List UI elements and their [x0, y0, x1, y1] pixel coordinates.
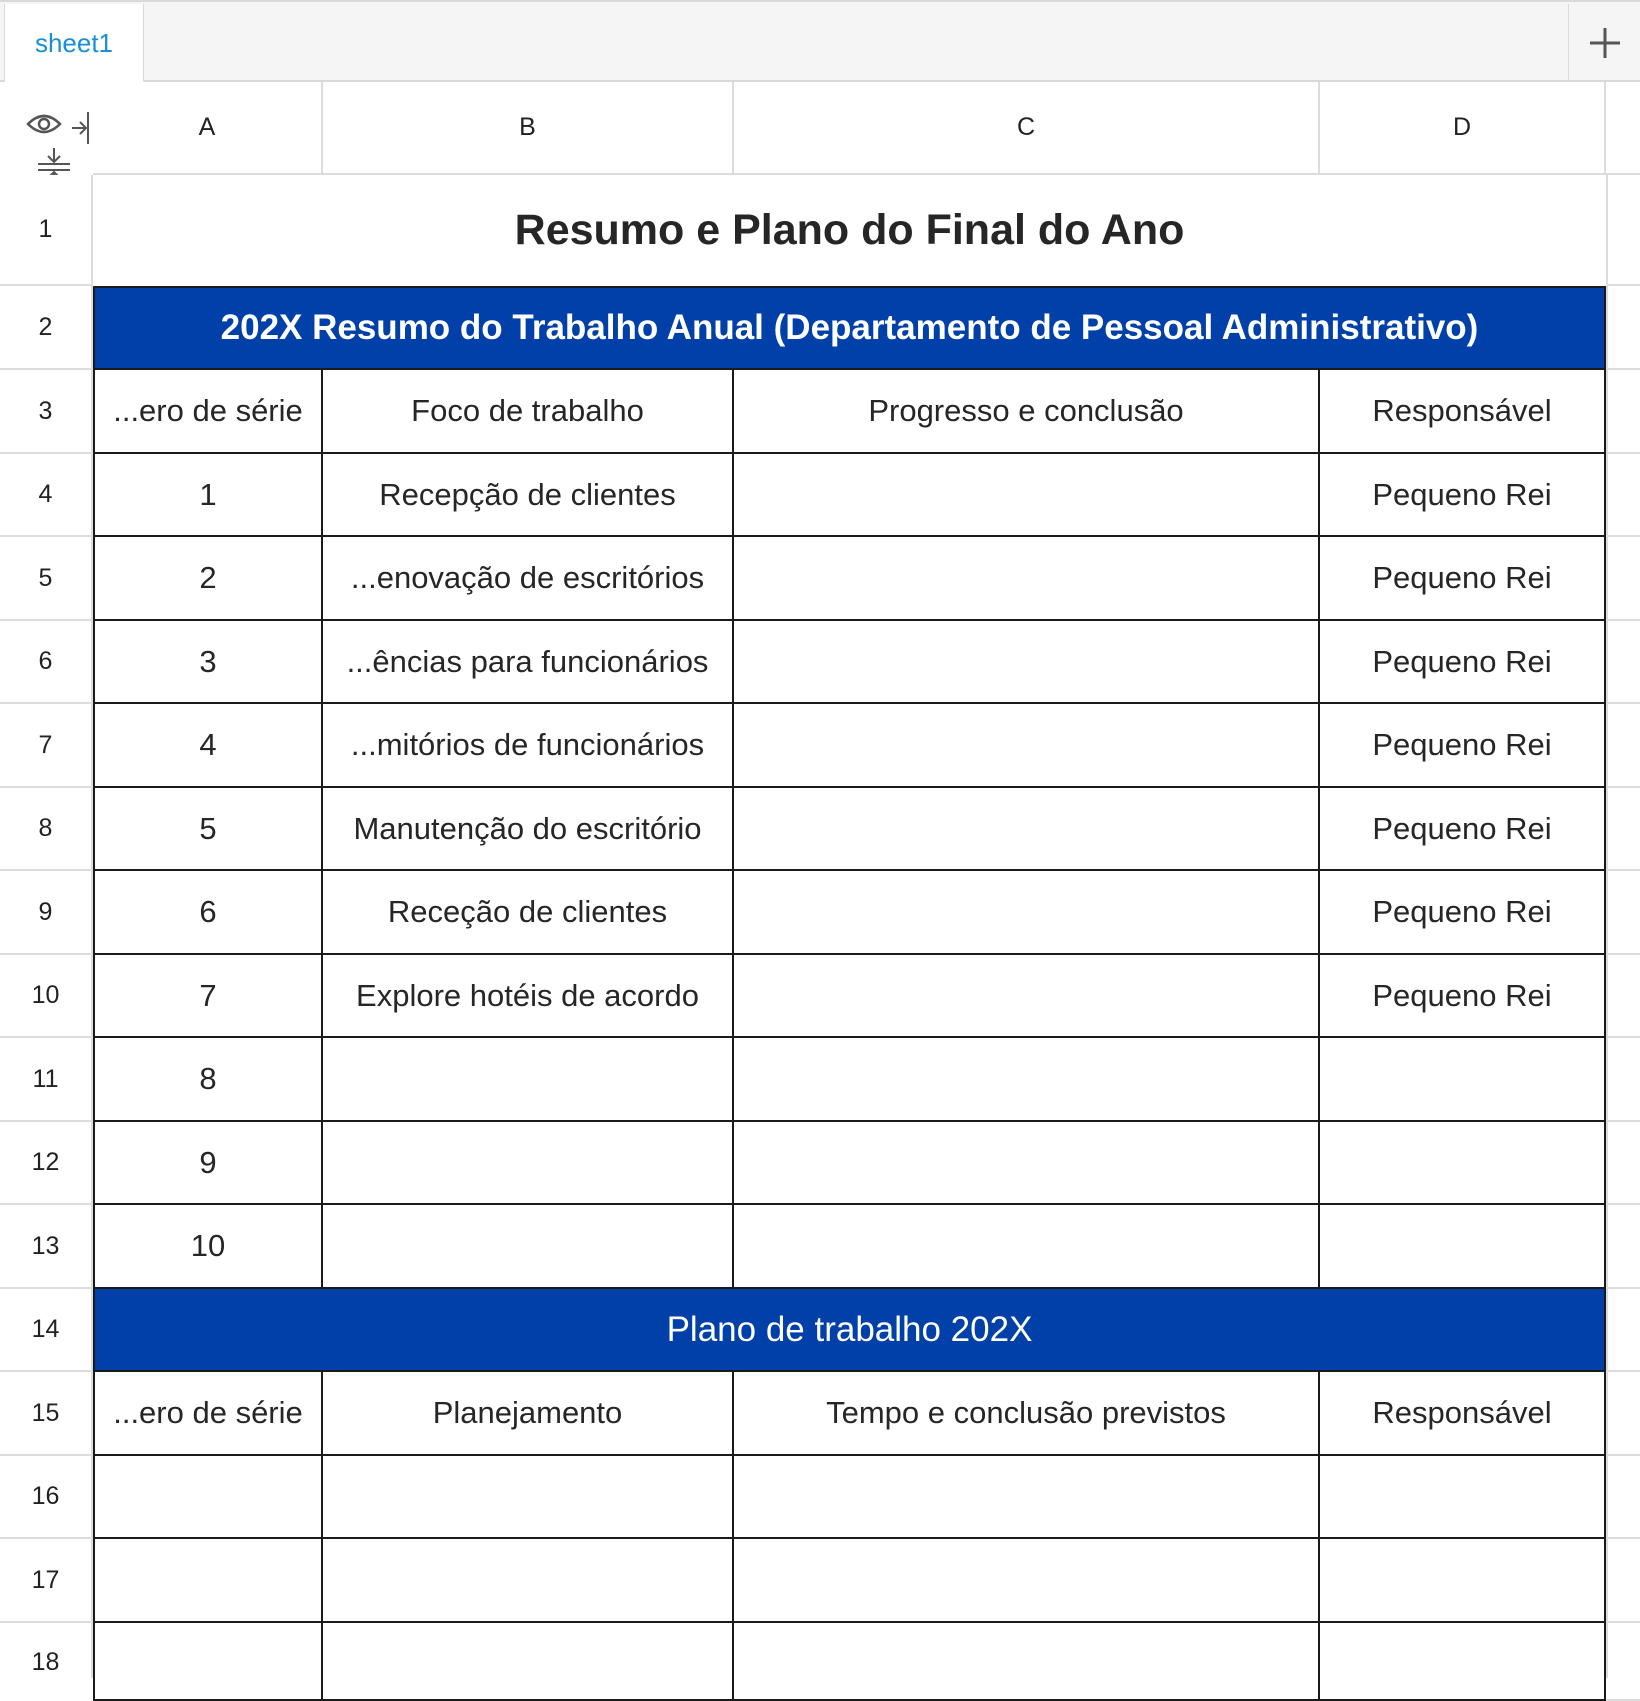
- summary-row-cell-d[interactable]: [1320, 1038, 1606, 1122]
- grid-line: [1606, 619, 1640, 621]
- row-header-label: 13: [31, 1231, 60, 1260]
- column-header-b[interactable]: [323, 82, 734, 175]
- summary-row-cell-d[interactable]: [1320, 621, 1606, 704]
- sheet-tab-label: sheet1: [34, 27, 114, 58]
- row-header-label: 10: [31, 981, 60, 1009]
- grid-corner: [0, 82, 93, 175]
- plan-header-row-cell-a[interactable]: [93, 1372, 323, 1456]
- cell-text: Pequeno Rei: [1372, 894, 1552, 929]
- row-header-7[interactable]: [0, 704, 93, 788]
- section-header-plan[interactable]: [93, 1289, 1606, 1372]
- grid-line: [1606, 1537, 1640, 1539]
- plan-header-row-cell-b[interactable]: [323, 1372, 734, 1456]
- row-header-1[interactable]: [0, 175, 93, 286]
- summary-row-cell-a[interactable]: [93, 621, 323, 704]
- section-header-text: Plano de trabalho 202X: [666, 1309, 1033, 1349]
- cell-text: Responsável: [1372, 393, 1552, 428]
- column-header-c[interactable]: [734, 82, 1320, 175]
- summary-header-row-cell-c[interactable]: [734, 370, 1320, 454]
- cell-text: ...mitórios de funcionários: [350, 727, 705, 762]
- cell-text: 6: [199, 894, 217, 929]
- row-header-3[interactable]: [0, 370, 93, 454]
- summary-row-cell-c[interactable]: [734, 1122, 1320, 1205]
- plan-row-cell-b[interactable]: [323, 1623, 734, 1701]
- row-header-12[interactable]: [0, 1122, 93, 1205]
- cell-text: 10: [190, 1228, 226, 1263]
- row-header-label: 15: [31, 1398, 60, 1427]
- row-header-9[interactable]: [0, 871, 93, 955]
- cell-text: Explore hotéis de acordo: [356, 977, 699, 1013]
- row-header-14[interactable]: [0, 1289, 93, 1372]
- column-header-a[interactable]: [93, 82, 323, 175]
- row-header-label: 12: [31, 1148, 60, 1176]
- cell-text: Pequeno Rei: [1372, 643, 1552, 679]
- summary-row-cell-d[interactable]: [1320, 871, 1606, 955]
- sheet-title: Resumo e Plano do Final do Ano: [514, 206, 1185, 254]
- grid-line: [1606, 1621, 1640, 1623]
- row-header-18[interactable]: [0, 1623, 93, 1678]
- row-header-label: 4: [38, 480, 53, 508]
- plan-row-cell-b[interactable]: [323, 1539, 734, 1623]
- summary-row-cell-c[interactable]: [734, 955, 1320, 1038]
- grid-line: [1606, 786, 1640, 788]
- plus-icon: [1588, 26, 1622, 60]
- summary-row-cell-c[interactable]: [734, 788, 1320, 871]
- grid-line: [1606, 175, 1608, 1678]
- row-header-label: 14: [31, 1315, 60, 1343]
- summary-row-cell-d[interactable]: [1320, 704, 1606, 788]
- summary-row-cell-b[interactable]: [323, 1038, 734, 1122]
- grid-line: [1606, 368, 1640, 370]
- cell-text: Pequeno Rei: [1372, 560, 1552, 595]
- plan-row-cell-c[interactable]: [734, 1539, 1320, 1623]
- row-header-15[interactable]: [0, 1372, 93, 1456]
- plan-row-cell-c[interactable]: [734, 1623, 1320, 1701]
- summary-row-cell-a[interactable]: [93, 955, 323, 1038]
- column-header-d[interactable]: [1320, 82, 1606, 175]
- row-header-label: 9: [38, 897, 53, 926]
- grid-line: [1606, 535, 1640, 537]
- row-header-17[interactable]: [0, 1539, 93, 1623]
- plan-row-cell-c[interactable]: [734, 1456, 1320, 1539]
- row-header-label: 17: [31, 1565, 60, 1594]
- row-header-label: 3: [38, 396, 53, 425]
- column-header-label: D: [1452, 113, 1472, 141]
- plan-row-cell-a[interactable]: [93, 1456, 323, 1539]
- section-header-text: 202X Resumo do Trabalho Anual (Departamento de Pessoal Administrativo): [220, 308, 1479, 347]
- cell-text: Tempo e conclusão previstos: [826, 1395, 1226, 1430]
- grid-line: [1606, 1454, 1640, 1456]
- plan-row-cell-d[interactable]: [1320, 1539, 1606, 1623]
- summary-row-cell-b[interactable]: [323, 1122, 734, 1205]
- cell-text: Manutenção do escritório: [353, 810, 702, 846]
- summary-row-cell-c[interactable]: [734, 1205, 1320, 1289]
- summary-header-row-cell-b[interactable]: [323, 370, 734, 454]
- row-header-label: 7: [38, 730, 53, 759]
- row-header-label: 11: [32, 1064, 59, 1093]
- cell-text: 1: [199, 476, 217, 512]
- grid-line: [1606, 1120, 1640, 1122]
- summary-row-cell-d[interactable]: [1320, 955, 1606, 1038]
- row-header-11[interactable]: [0, 1038, 93, 1122]
- summary-row-cell-b[interactable]: [323, 1205, 734, 1289]
- row-header-5[interactable]: [0, 537, 93, 621]
- row-header-label: 16: [31, 1482, 60, 1510]
- cell-text: ...ero de série: [113, 1395, 303, 1430]
- summary-row-cell-a[interactable]: [93, 454, 323, 537]
- grid-line: [1606, 1036, 1640, 1038]
- grid-line: [1606, 702, 1640, 704]
- eye-icon[interactable]: [26, 112, 62, 136]
- row-header-label: 2: [38, 312, 53, 341]
- sheet-tab-bar: [0, 0, 1640, 82]
- summary-row-cell-a[interactable]: [93, 1205, 323, 1289]
- summary-row-cell-a[interactable]: [93, 704, 323, 788]
- summary-row-cell-b[interactable]: [323, 537, 734, 621]
- summary-row-cell-d[interactable]: [1320, 537, 1606, 621]
- row-header-8[interactable]: [0, 788, 93, 871]
- summary-row-cell-b[interactable]: [323, 454, 734, 537]
- summary-row-cell-a[interactable]: [93, 1038, 323, 1122]
- cell-text: 5: [199, 810, 217, 846]
- cell-text: Progresso e conclusão: [868, 393, 1184, 428]
- plan-header-row-cell-d[interactable]: [1320, 1372, 1606, 1456]
- summary-row-cell-d[interactable]: [1320, 454, 1606, 537]
- grid-line: [1606, 1287, 1640, 1289]
- grid-line: [1606, 1370, 1640, 1372]
- summary-row-cell-a[interactable]: [93, 537, 323, 621]
- column-header-label: A: [198, 113, 216, 141]
- summary-row-cell-d[interactable]: [1320, 788, 1606, 871]
- summary-row-cell-c[interactable]: [734, 1038, 1320, 1122]
- row-header-2[interactable]: [0, 286, 93, 370]
- cell-text: Pequeno Rei: [1372, 810, 1552, 846]
- grid-line: [1606, 869, 1640, 871]
- cell-text: Foco de trabalho: [411, 393, 644, 428]
- summary-row-cell-b[interactable]: [323, 621, 734, 704]
- summary-row-cell-c[interactable]: [734, 537, 1320, 621]
- cell-text: 9: [199, 1144, 217, 1180]
- grid-line: [1606, 452, 1640, 454]
- cell-text: 8: [199, 1061, 217, 1096]
- plan-row-cell-d[interactable]: [1320, 1623, 1606, 1701]
- summary-row-cell-c[interactable]: [734, 871, 1320, 955]
- row-header-label: 18: [31, 1648, 60, 1676]
- summary-row-cell-b[interactable]: [323, 704, 734, 788]
- summary-row-cell-a[interactable]: [93, 788, 323, 871]
- sheet-title-cell[interactable]: [93, 175, 1606, 286]
- summary-row-cell-a[interactable]: [93, 871, 323, 955]
- cell-text: ...enovação de escritórios: [350, 560, 705, 595]
- cell-text: Pequeno Rei: [1372, 476, 1552, 512]
- row-header-6[interactable]: [0, 621, 93, 704]
- row-header-label: 5: [38, 563, 53, 592]
- cell-text: Planejamento: [432, 1395, 623, 1430]
- cell-text: 2: [199, 560, 217, 595]
- row-header-4[interactable]: [0, 454, 93, 537]
- column-header-e[interactable]: [1606, 82, 1640, 175]
- summary-row-cell-a[interactable]: [93, 1122, 323, 1205]
- summary-row-cell-c[interactable]: [734, 621, 1320, 704]
- summary-row-cell-b[interactable]: [323, 871, 734, 955]
- cell-text: Responsável: [1372, 1395, 1552, 1430]
- summary-row-cell-c[interactable]: [734, 704, 1320, 788]
- sheet-tab[interactable]: [4, 4, 144, 82]
- summary-row-cell-d[interactable]: [1320, 1205, 1606, 1289]
- plan-header-row-cell-c[interactable]: [734, 1372, 1320, 1456]
- grid-line: [1606, 284, 1640, 286]
- column-header-label: C: [1016, 113, 1036, 141]
- cell-text: Pequeno Rei: [1372, 977, 1552, 1013]
- row-header-13[interactable]: [0, 1205, 93, 1289]
- cell-text: Pequeno Rei: [1372, 727, 1552, 762]
- summary-header-row-cell-d[interactable]: [1320, 370, 1606, 454]
- plan-row-cell-b[interactable]: [323, 1456, 734, 1539]
- summary-row-cell-b[interactable]: [323, 955, 734, 1038]
- row-header-label: 8: [38, 814, 53, 842]
- row-header-10[interactable]: [0, 955, 93, 1038]
- grid-line: [1606, 953, 1640, 955]
- cell-text: ...ero de série: [113, 393, 303, 428]
- cell-text: Receção de clientes: [387, 894, 668, 929]
- plan-row-cell-a[interactable]: [93, 1539, 323, 1623]
- column-header-label: B: [519, 113, 536, 141]
- cell-text: 4: [199, 727, 217, 762]
- plan-row-cell-a[interactable]: [93, 1623, 323, 1701]
- cell-text: ...ências para funcionários: [346, 643, 709, 679]
- row-header-label: 6: [38, 647, 53, 675]
- summary-row-cell-b[interactable]: [323, 788, 734, 871]
- cell-text: 3: [199, 643, 217, 679]
- grid-line: [1606, 1203, 1640, 1205]
- row-header-label: 1: [38, 215, 53, 243]
- section-header-summary[interactable]: [93, 286, 1606, 370]
- summary-row-cell-d[interactable]: [1320, 1122, 1606, 1205]
- add-sheet-button[interactable]: [1568, 4, 1640, 82]
- summary-header-row-cell-a[interactable]: [93, 370, 323, 454]
- cell-text: Recepção de clientes: [379, 476, 676, 512]
- row-header-16[interactable]: [0, 1456, 93, 1539]
- plan-row-cell-d[interactable]: [1320, 1456, 1606, 1539]
- cell-text: 7: [199, 977, 217, 1013]
- summary-row-cell-c[interactable]: [734, 454, 1320, 537]
